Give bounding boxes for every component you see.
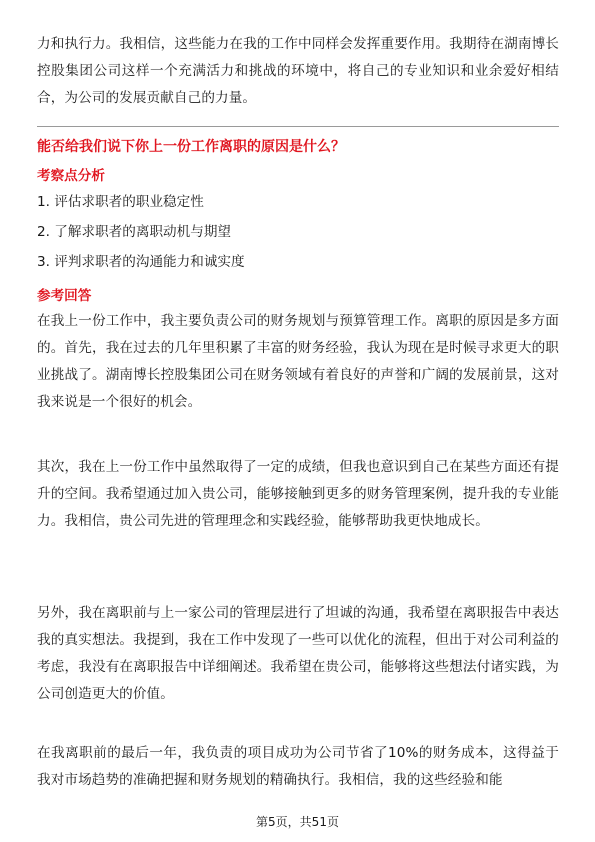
page-number: 第5页，共51页 bbox=[256, 815, 339, 829]
section-divider bbox=[37, 126, 559, 127]
intro-paragraph: 力和执行力。我相信，这些能力在我的工作中同样会发挥重要作用。我期待在湖南博长控股集团公司这样一个充满活力和挑战的环境中，将自己的专业知识和业余爱好相结合，为公司的发展贡献自己的力量。 bbox=[37, 36, 559, 106]
analysis-title: 考察点分析 bbox=[37, 168, 105, 184]
analysis-item-1: 1. 评估求职者的职业稳定性 bbox=[37, 194, 204, 210]
analysis-item-3: 3. 评判求职者的沟通能力和诚实度 bbox=[37, 254, 245, 270]
answer-paragraph-1: 在我上一份工作中，我主要负责公司的财务规划与预算管理工作。离职的原因是多方面的。首先，我在过去的几年里积累了丰富的财务经验，我认为现在是时候寻求更大的职业挑战了。湖南博长控股集团公司在财务领域有着良好的声誉和广阔的发展前景，这对我来说是一个很好的机会。 bbox=[37, 313, 559, 410]
answer-paragraph-4: 在我离职前的最后一年，我负责的项目成功为公司节省了10%的财务成本，这得益于我对市场趋势的准确把握和财务规划的精确执行。我相信，我的这些经验和能 bbox=[37, 745, 559, 788]
answer-paragraph-2: 其次，我在上一份工作中虽然取得了一定的成绩，但我也意识到自己在某些方面还有提升的空间。我希望通过加入贵公司，能够接触到更多的财务管理案例，提升我的专业能力。我相信，贵公司先进的管理理念和实践经验，能够帮助我更快地成长。 bbox=[37, 459, 559, 529]
answer-paragraph-3: 另外，我在离职前与上一家公司的管理层进行了坦诚的沟通，我希望在离职报告中表达我的真实想法。我提到，我在工作中发现了一些可以优化的流程，但出于对公司利益的考虑，我没有在离职报告中详细阐述。我希望在贵公司，能够将这些想法付诸实践，为公司创造更大的价值。 bbox=[37, 605, 559, 702]
answer-title: 参考回答 bbox=[37, 288, 92, 304]
question-heading: 能否给我们说下你上一份工作离职的原因是什么？ bbox=[37, 139, 345, 155]
analysis-item-2: 2. 了解求职者的离职动机与期望 bbox=[37, 224, 232, 240]
